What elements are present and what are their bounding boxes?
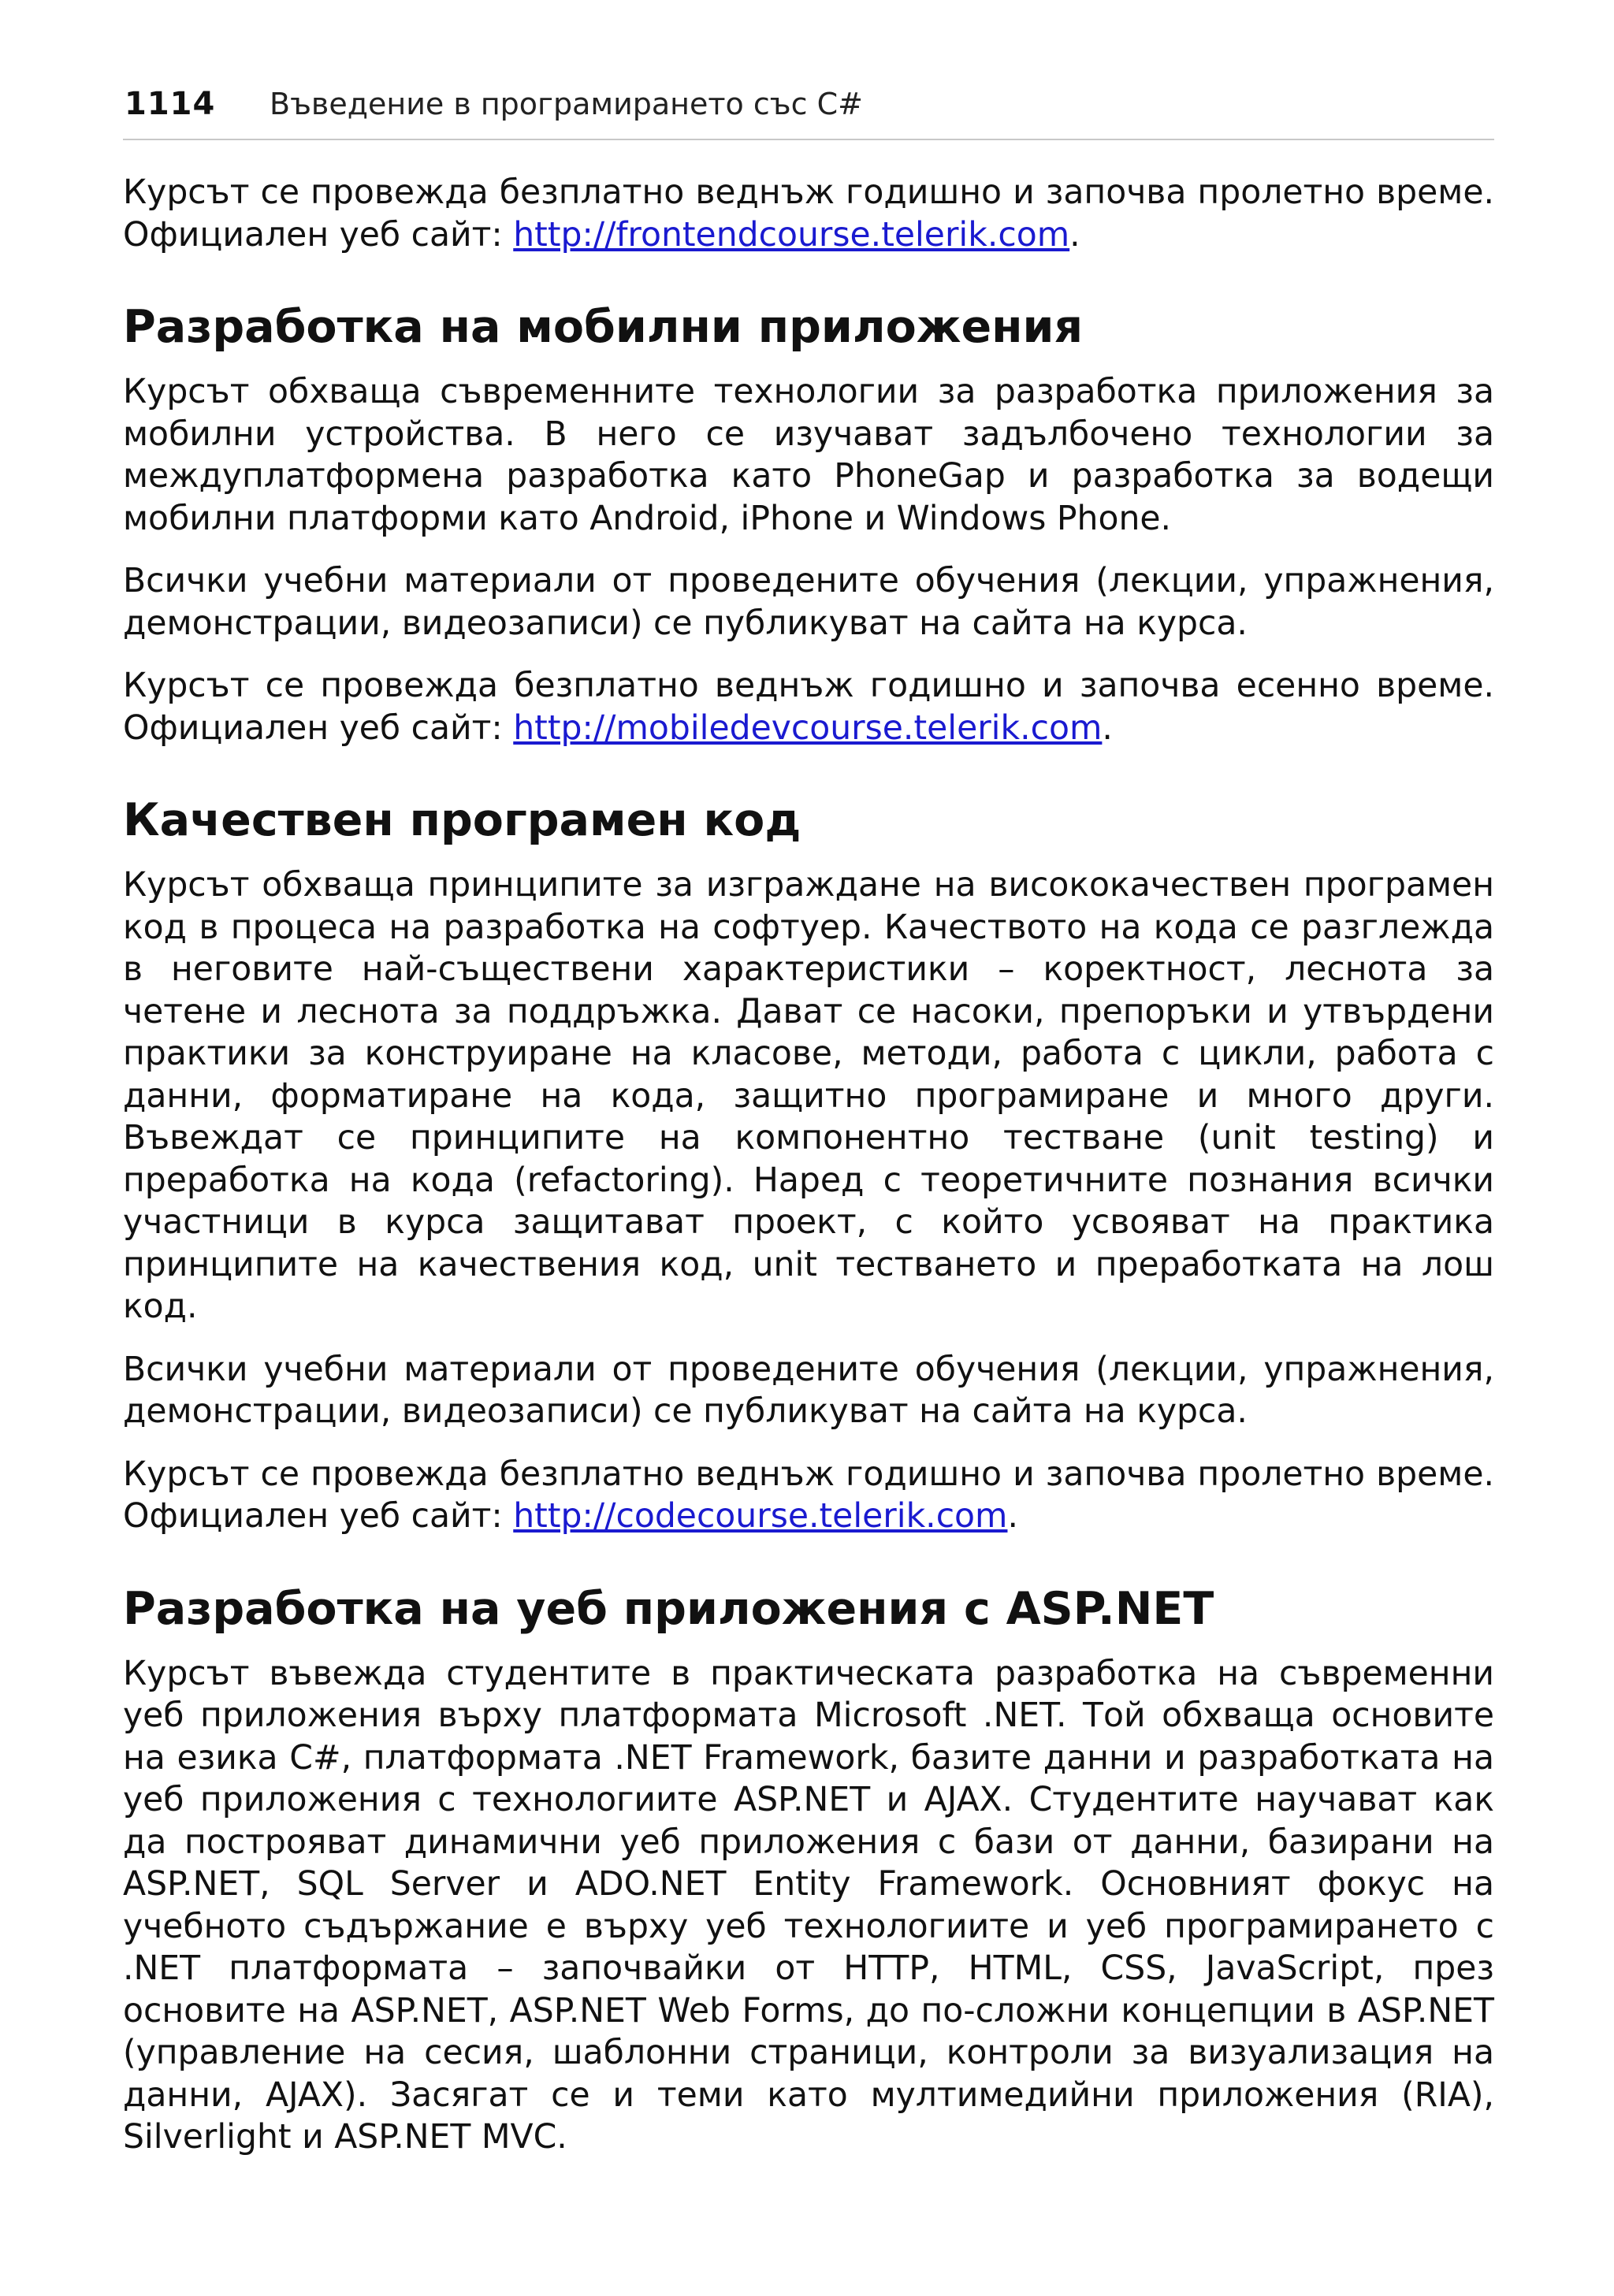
quality-paragraph-2: Всички учебни материали от проведените обучения (лекции, упражнения, демонстрации, видеозаписи) се публикуват на сайта на курса. <box>123 1350 1494 1431</box>
mobile-paragraph-3 <box>123 665 1494 749</box>
heading-quality-code: Качествен програмен код <box>123 794 801 846</box>
mobile-paragraph-1: Курсът обхваща съвременните технологии за разработка приложения за мобилни устройства. В него се изучават задълбочено технологии за междуплатформена разработка като PhoneGap и разработка за водещи мобилни платформи като Android, iPhone и Windows Phone. <box>123 373 1494 538</box>
code-course-link[interactable]: http://codecourse.telerik.com <box>513 1497 1008 1536</box>
heading-mobile-apps: Разработка на мобилни приложения <box>123 301 1084 353</box>
intro-paragraph <box>123 172 1494 256</box>
quality-paragraph-1: Курсът обхваща принципите за изграждане на висококачествен програмен код в процеса на разработка на софтуер. Качеството на кода се разглежда в неговите най-съществени характеристики – коректност, леснота за четене и леснота за поддръжка. Дават се насоки, препоръки и утвърдени практики за конструиране на класове, методи, работа с цикли, работа с данни, форматиране на кода, защитно програмиране и много други. Въвеждат се принципите на компонентно тестване (unit testing) и преработка на кода (refactoring). Наред с теоретичните познания всички участници в курса защитават проект, с който усвояват на практика принципите на качествения код, unit тестването и преработката на лош код. <box>123 866 1494 1326</box>
quality-p3-text: Курсът се провежда безплатно веднъж годишно и започва пролетно време. Официален уеб сайт: <box>123 1455 1494 1536</box>
page-number: 1114 <box>125 86 216 122</box>
book-title: Въведение в програмирането със C# <box>270 87 863 121</box>
quality-paragraph-3 <box>123 1454 1494 1538</box>
heading-aspnet: Разработка на уеб приложения с ASP.NET <box>123 1582 1214 1635</box>
intro-text: Курсът се провежда безплатно веднъж годишно и започва пролетно време. Официален уеб сайт: <box>123 173 1494 254</box>
frontend-course-link[interactable]: http://frontendcourse.telerik.com <box>513 215 1070 254</box>
running-header <box>123 82 1494 140</box>
mobile-p3-tail: . <box>1102 708 1113 748</box>
quality-p3-tail: . <box>1007 1497 1018 1536</box>
aspnet-paragraph-1: Курсът въвежда студентите в практическата разработка на съвременни уеб приложения върху платформата Microsoft .NET. Той обхваща основите на езика C#, платформата .NET Framework, базите данни и разработката на уеб приложения с технологиите ASP.NET и AJAX. Студентите научават как да построяват динамични уеб приложения с бази от данни, базирани на ASP.NET, SQL Server и ADO.NET Entity Framework. Основният фокус на учебното съдържание е върху уеб технологиите и уеб програмирането с .NET платформата – започвайки от HTTP, HTML, CSS, JavaScript, през основите на ASP.NET, ASP.NET Web Forms, до по-сложни концепции в ASP.NET (управление на сесия, шаблонни страници, контроли за визуализация на данни, AJAX). Засягат се и теми като мултимедийни приложения (RIA), Silverlight и ASP.NET MVC. <box>123 1654 1494 2157</box>
mobiledev-course-link[interactable]: http://mobiledevcourse.telerik.com <box>513 708 1103 748</box>
page-content <box>123 172 1494 2179</box>
mobile-p3-text: Курсът се провежда безплатно веднъж годишно и започва есенно време. Официален уеб сайт: <box>123 667 1494 748</box>
mobile-paragraph-2: Всички учебни материали от проведените обучения (лекции, упражнения, демонстрации, видеозаписи) се публикуват на сайта на курса. <box>123 562 1494 643</box>
intro-tail: . <box>1069 215 1080 254</box>
